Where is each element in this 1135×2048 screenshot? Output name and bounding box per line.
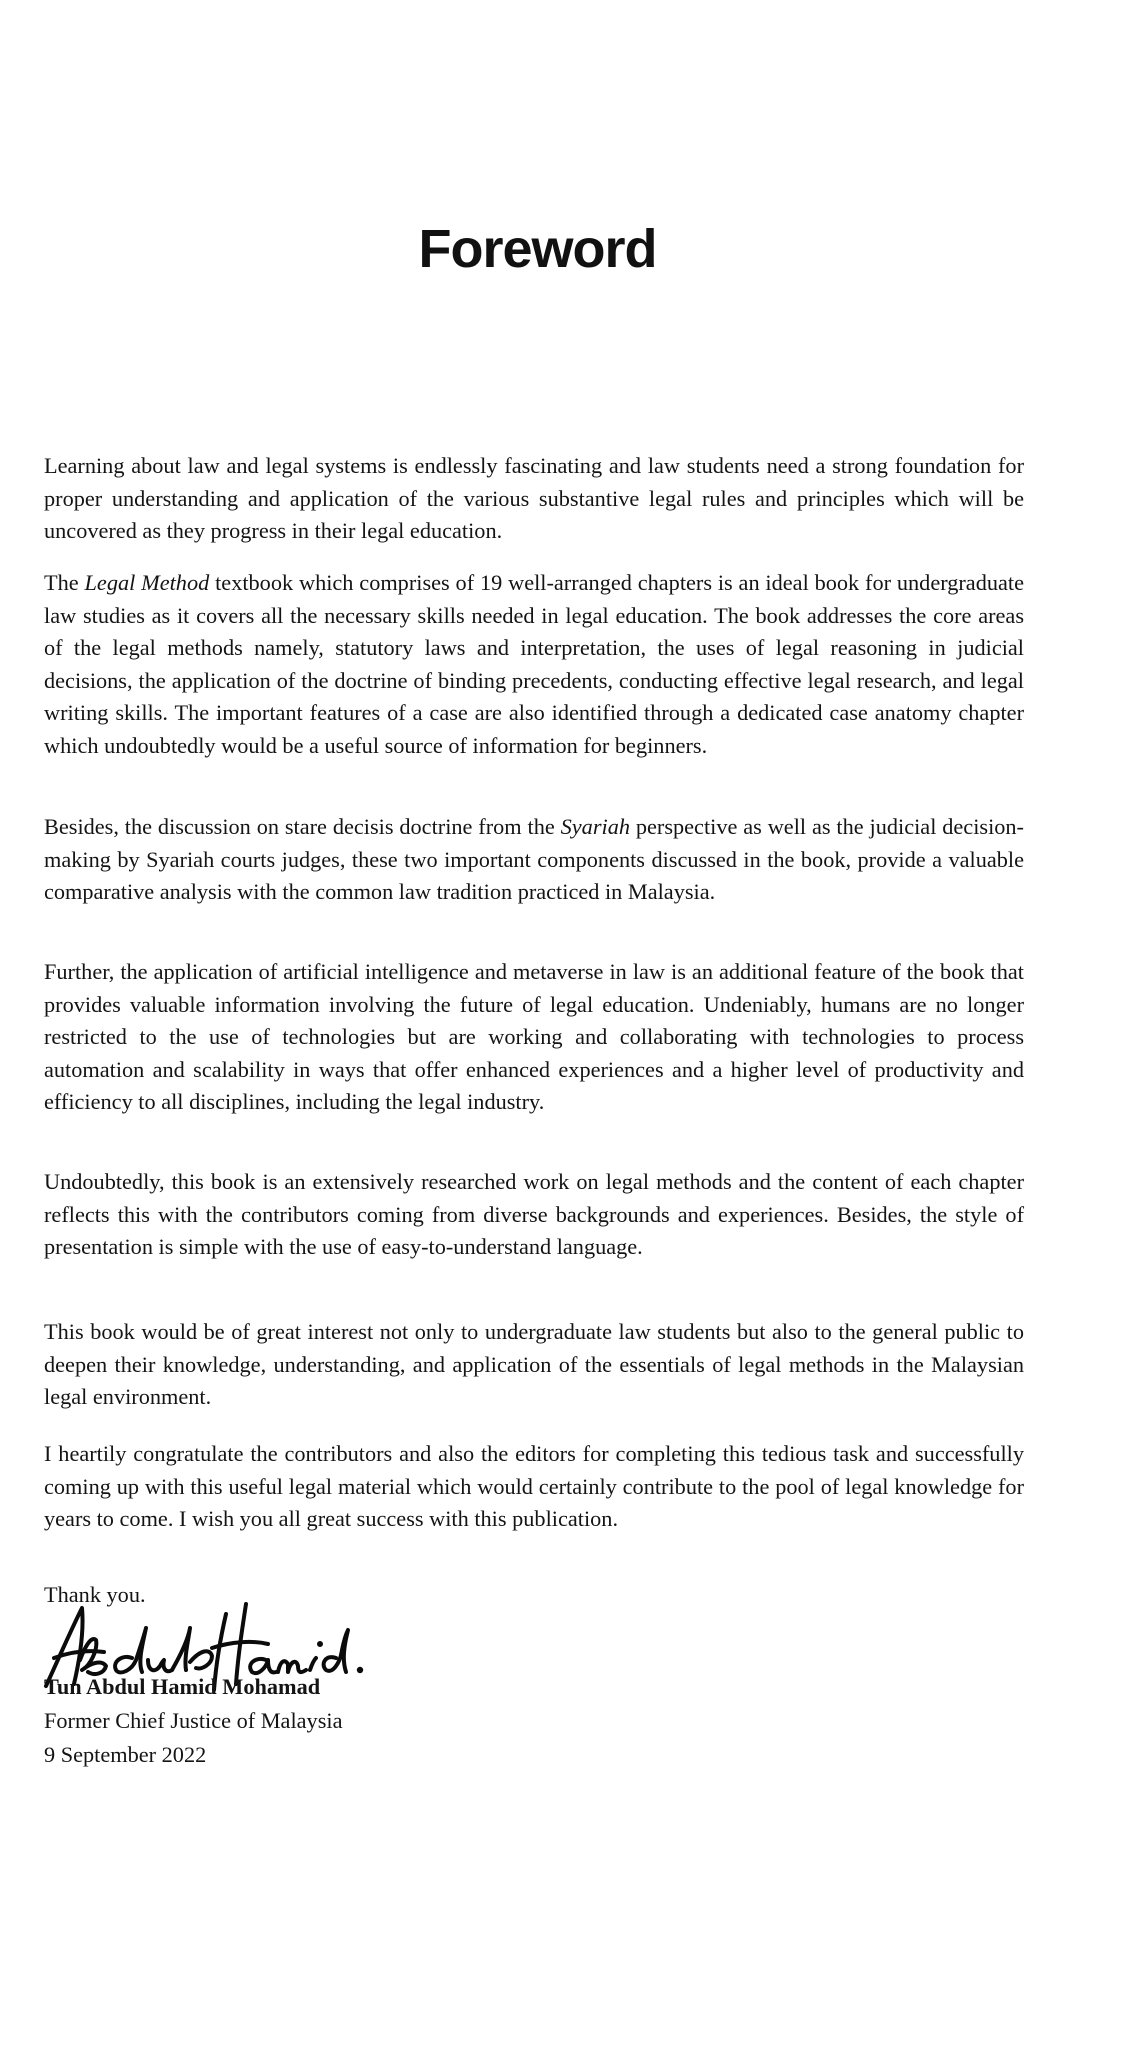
paragraph-2-text-start: The (44, 570, 85, 595)
paragraph-5: Undoubtedly, this book is an extensively researched work on legal methods and the content of each chapter reflects this with the contributors coming from diverse backgrounds and experiences. Besides, the style of presentation is simple with the use of easy-to-understand language. (44, 1169, 1024, 1259)
signatory-position: Former Chief Justice of Malaysia (44, 1708, 343, 1733)
signatory-block (44, 1670, 342, 1772)
page-title: Foreword (418, 219, 657, 279)
signatory-name: Tun Abdul Hamid Mohamad (44, 1674, 321, 1699)
paragraph-3 (44, 811, 1024, 909)
paragraph-3-text-start: Besides, the discussion on stare decisis doctrine from the (44, 814, 561, 839)
book-title-italic: Legal Method (84, 570, 210, 595)
signature-date: 9 September 2022 (44, 1742, 207, 1767)
paragraph-2-text-end: textbook which comprises of 19 well-arranged chapters is an ideal book for undergraduate law studies as it covers all the necessary skills needed in legal education. The book addresses the core areas of the legal methods namely, statutory laws and interpretation, the uses of legal reasoning in judicial decisions, the application of the doctrine of binding precedents, conducting effective legal research, and legal writing skills. The important features of a case are also identified through a dedicated case anatomy chapter which undoubtedly would be a useful source of information for beginners. (44, 570, 1024, 758)
paragraph-7: I heartily congratulate the contributors and also the editors for completing this tedious task and successfully coming up with this useful legal material which would certainly contribute to the pool of legal knowledge for years to come. I wish you all great success with this publication. (44, 1441, 1024, 1531)
paragraph-3-text-end: perspective as well as the judicial decision-making by Syariah courts judges, these two important components discussed in the book, provide a valuable comparative analysis with the common law tradition practiced in Malaysia. (44, 814, 1024, 904)
paragraph-1: Learning about law and legal systems is endlessly fascinating and law students need a strong foundation for proper understanding and application of the various substantive legal rules and principles which will be uncovered as they progress in their legal education. (44, 453, 1024, 543)
syariah-italic: Syariah (560, 814, 630, 839)
paragraph-4: Further, the application of artificial intelligence and metaverse in law is an additional feature of the book that provides valuable information involving the future of legal education. Undeniably, humans are no longer restricted to the use of technologies but are working and collaborating with technologies to process automation and scalability in ways that offer enhanced experiences and a higher level of productivity and efficiency to all disciplines, including the legal industry. (44, 959, 1024, 1114)
paragraph-6: This book would be of great interest not only to undergraduate law students but also to the general public to deepen their knowledge, understanding, and application of the essentials of legal methods in the Malaysian legal environment. (44, 1319, 1024, 1409)
paragraph-2 (44, 567, 1024, 762)
closing-line: Thank you. (44, 1582, 146, 1607)
